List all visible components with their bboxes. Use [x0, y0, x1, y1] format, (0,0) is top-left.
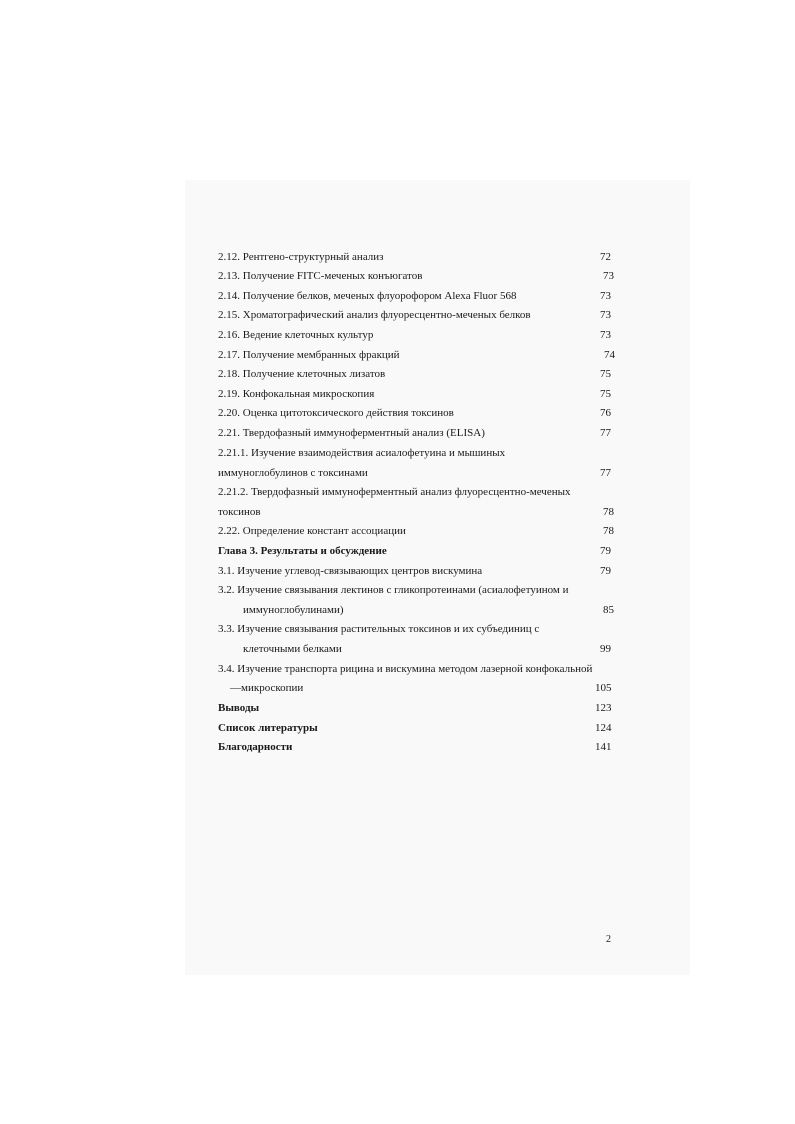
toc-entry: 3.3. Изучение связывания растительных токсинов и их субъединиц с [218, 623, 540, 635]
toc-page-number: 73 [603, 270, 614, 282]
toc-entry: иммуноглобулинов с токсинами [218, 467, 368, 479]
toc-entry: 2.21.1. Изучение взаимодействия асиалофетуина и мышиных [218, 447, 506, 459]
toc-entry: 3.1. Изучение углевод-связывающих центров вискумина [218, 565, 483, 577]
toc-page-number: 99 [600, 643, 611, 655]
toc-page-number: 75 [600, 368, 611, 380]
toc-entry: 2.14. Получение белков, меченых флуорофором Alexa Fluor 568 [218, 290, 517, 302]
toc-page-number: 74 [604, 349, 615, 361]
toc-entry: 2.21. Твердофазный иммуноферментный анализ (ELISA) [218, 427, 485, 439]
toc-chapter-heading: Выводы [218, 702, 260, 714]
toc-entry: 2.22. Определение констант ассоциации [218, 525, 406, 537]
toc-page-number: 78 [603, 525, 614, 537]
toc-entry: 2.12. Рентгено-структурный анализ [218, 251, 384, 263]
toc-page-number: 79 [600, 545, 611, 557]
toc-entry: 2.21.2. Твердофазный иммуноферментный анализ флуоресцентно-меченых [218, 486, 571, 498]
toc-entry: —микроскопии [230, 682, 304, 694]
toc-page-number: 123 [595, 702, 612, 714]
toc-page-number: 73 [600, 290, 611, 302]
toc-page-number: 105 [595, 682, 612, 694]
toc-entry: иммуноглобулинами) [243, 604, 344, 616]
toc-chapter-heading: Благодарности [218, 741, 293, 753]
toc-entry: 2.20. Оценка цитотоксического действия токсинов [218, 407, 454, 419]
toc-page-number: 85 [603, 604, 614, 616]
toc-entry: 2.17. Получение мембранных фракций [218, 349, 400, 361]
toc-chapter-heading: Глава 3. Результаты и обсуждение [218, 545, 387, 557]
toc-entry: 2.16. Ведение клеточных культур [218, 329, 374, 341]
toc-page-number: 77 [600, 467, 611, 479]
toc-page-number: 77 [600, 427, 611, 439]
toc-entry: токсинов [218, 506, 261, 518]
toc-chapter-heading: Список литературы [218, 722, 318, 734]
toc-page-number: 78 [603, 506, 614, 518]
toc-entry: 2.13. Получение FITC-меченых конъюгатов [218, 270, 423, 282]
toc-entry: 3.2. Изучение связывания лектинов с гликопротеинами (асиалофетуином и [218, 584, 569, 596]
toc-entry: 3.4. Изучение транспорта рицина и вискумина методом лазерной конфокальной [218, 663, 593, 675]
toc-page-number: 72 [600, 251, 611, 263]
toc-page-number: 73 [600, 309, 611, 321]
toc-page-number: 79 [600, 565, 611, 577]
toc-page-number: 75 [600, 388, 611, 400]
toc-page-number: 141 [595, 741, 612, 753]
toc-page-number: 124 [595, 722, 612, 734]
toc-page-number: 76 [600, 407, 611, 419]
page-number: 2 [606, 934, 611, 945]
toc-page-number: 73 [600, 329, 611, 341]
toc-entry: 2.19. Конфокальная микроскопия [218, 388, 375, 400]
toc-entry: 2.15. Хроматографический анализ флуоресцентно-меченых белков [218, 309, 531, 321]
toc-entry: клеточными белками [243, 643, 342, 655]
toc-entry: 2.18. Получение клеточных лизатов [218, 368, 386, 380]
